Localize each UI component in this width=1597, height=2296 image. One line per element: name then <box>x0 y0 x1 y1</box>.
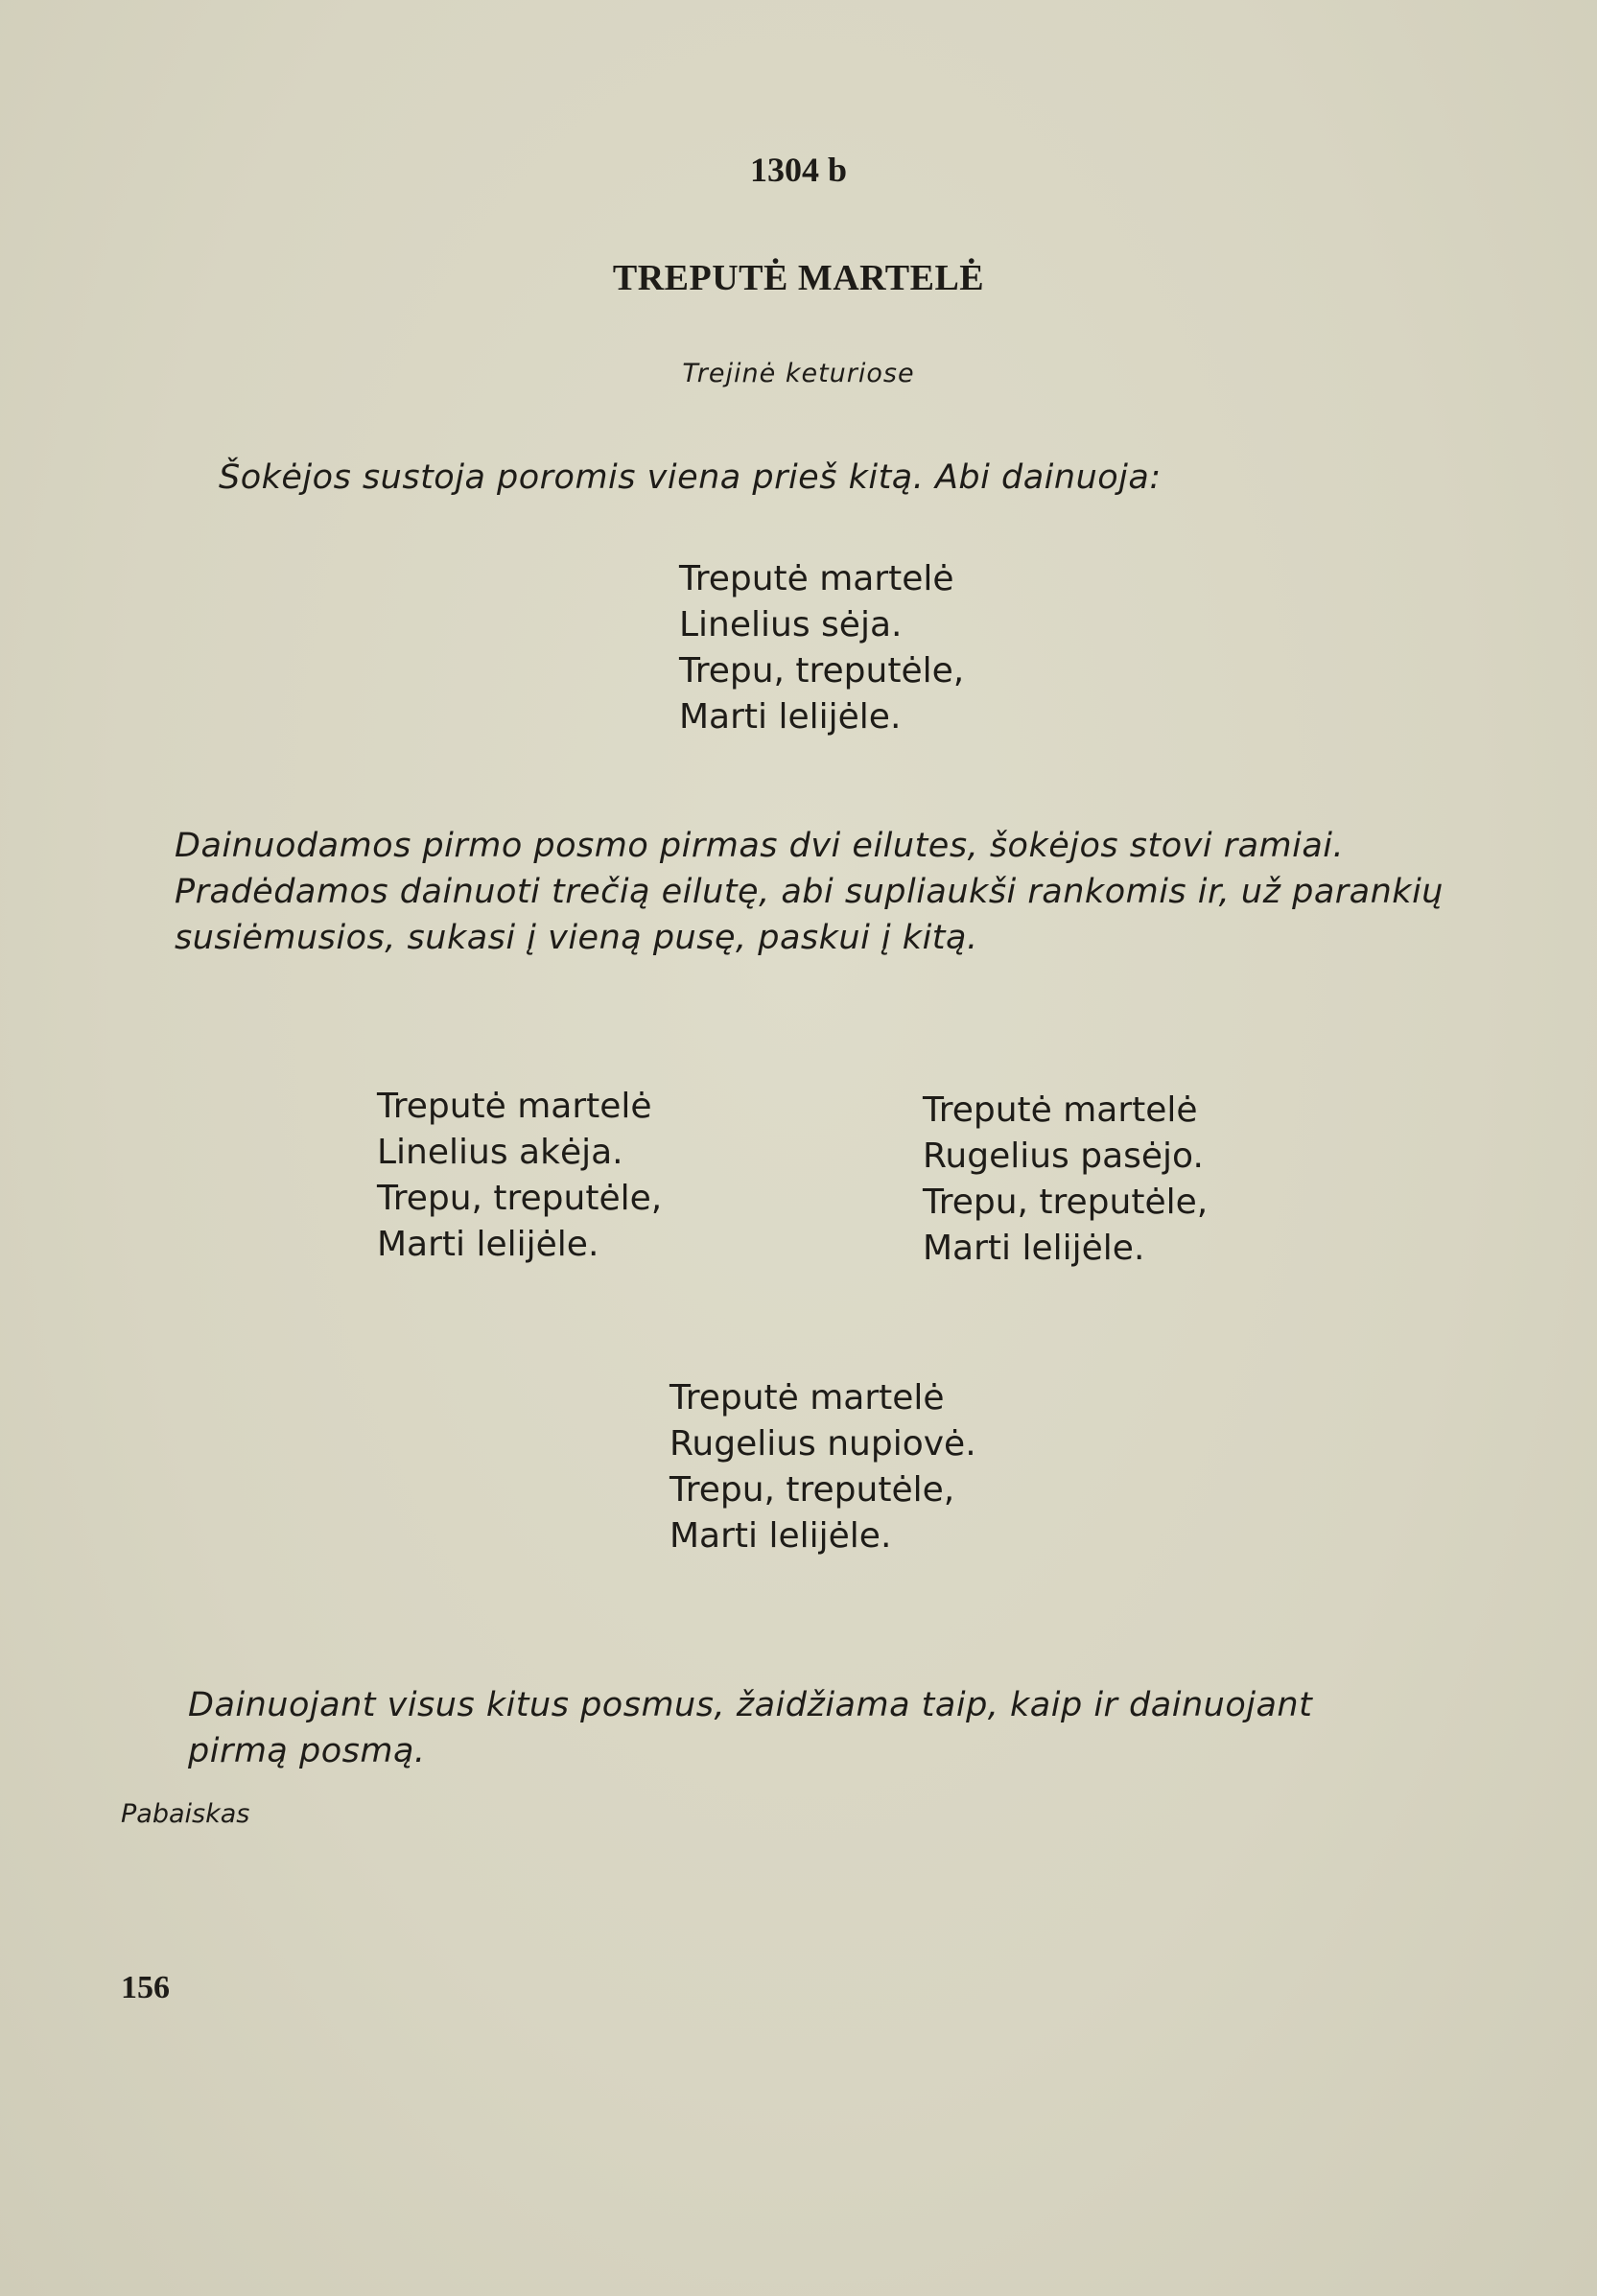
verse-line: Rugelius pasėjo. <box>923 1136 1204 1176</box>
verse-1 <box>679 556 964 740</box>
verse-line: Linelius sėja. <box>679 605 903 644</box>
instruction-line: susiėmusios, sukasi į vieną pusę, paskui į kitą. <box>175 919 978 957</box>
dance-instruction-1 <box>175 823 1517 961</box>
verse-line: Marti lelijėle. <box>679 697 902 737</box>
verse-line: Marti lelijėle. <box>377 1225 599 1264</box>
intro-instruction: Šokėjos sustoja poromis viena prieš kitą. Abi dainuoja: <box>219 458 1162 497</box>
verse-3 <box>923 1088 1208 1272</box>
verse-line: Rugelius nupiovė. <box>669 1424 976 1464</box>
song-number: 1304 b <box>749 151 848 189</box>
song-title: TREPUTĖ MARTELĖ <box>612 258 985 298</box>
verse-line: Trepu, treputėle, <box>679 651 965 691</box>
verse-line: Treputė martelė <box>377 1087 652 1126</box>
verse-line: Treputė martelė <box>679 559 954 598</box>
instruction-line: Dainuodamos pirmo posmo pirmas dvi eilutes, šokėjos stovi ramiai. <box>175 827 1345 865</box>
song-subtitle: Trejinė keturiose <box>682 359 915 388</box>
verse-line: Treputė martelė <box>669 1378 945 1417</box>
verse-4 <box>669 1375 976 1559</box>
verse-line: Trepu, treputėle, <box>377 1179 663 1218</box>
verse-line: Linelius akėja. <box>377 1133 623 1172</box>
verse-line: Trepu, treputėle, <box>669 1470 955 1510</box>
collection-location: Pabaiskas <box>121 1799 250 1829</box>
verse-2 <box>377 1084 662 1268</box>
page-number: 156 <box>121 1970 170 2005</box>
instruction-line: Pradėdamos dainuoti trečią eilutę, abi supliaukši rankomis ir, už parankių <box>175 873 1444 911</box>
instruction-line: Dainuojant visus kitus posmus, žaidžiama taip, kaip ir dainuojant <box>188 1686 1313 1724</box>
verse-line: Marti lelijėle. <box>923 1229 1145 1268</box>
verse-line: Trepu, treputėle, <box>923 1183 1209 1222</box>
instruction-line: pirmą posmą. <box>188 1732 426 1770</box>
verse-line: Treputė martelė <box>923 1090 1198 1130</box>
verse-line: Marti lelijėle. <box>669 1516 892 1556</box>
dance-instruction-2 <box>188 1682 1506 1774</box>
